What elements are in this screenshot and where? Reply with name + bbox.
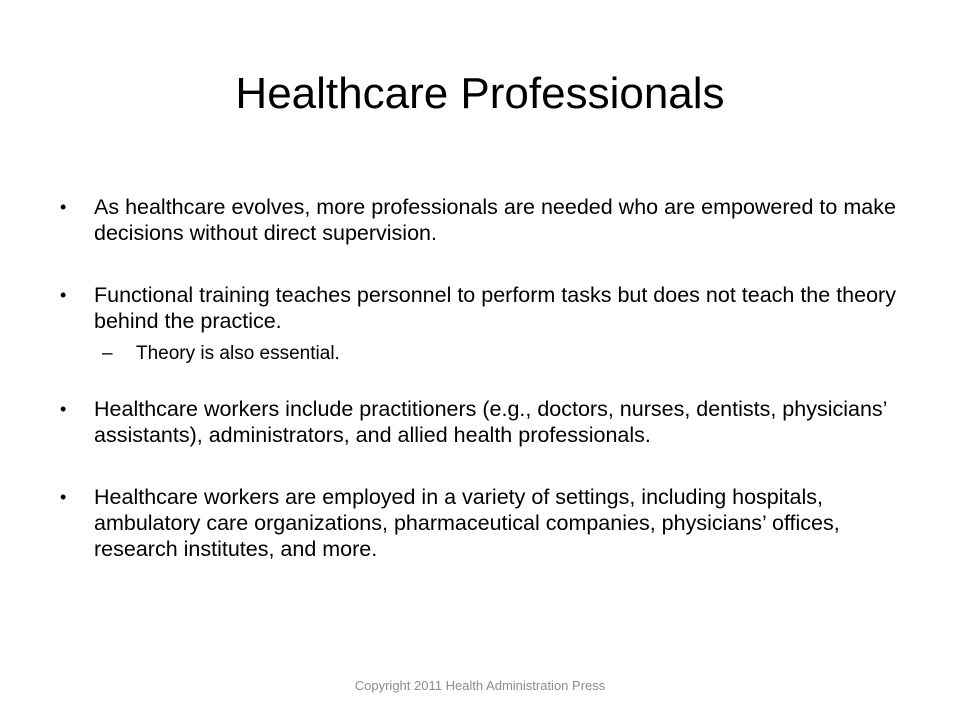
dash-icon: – [102, 343, 113, 364]
bullet-item [60, 396, 910, 448]
bullet-dot-icon: • [60, 197, 67, 217]
sub-bullet-item [94, 342, 910, 366]
copyright-footer: Copyright 2011 Health Administration Press [354, 678, 606, 693]
bullet-item [60, 484, 910, 562]
sub-bullet-list [94, 342, 910, 366]
bullet-text: Functional training teaches personnel to perform tasks but does not teach the theory behind the practice. [94, 283, 896, 333]
bullet-dot-icon: • [60, 399, 67, 419]
sub-bullet-text: Theory is also essential. [136, 343, 340, 364]
bullet-item [60, 282, 910, 366]
bullet-dot-icon: • [60, 487, 67, 507]
bullet-text: As healthcare evolves, more professionals are needed who are empowered to make decisions without direct supervision. [94, 195, 896, 245]
slide-title: Healthcare Professionals [235, 69, 725, 118]
bullet-item [60, 194, 910, 246]
bullet-text: Healthcare workers include practitioners (e.g., doctors, nurses, dentists, physicians’ assistants), administrators, and allied health professionals. [94, 397, 887, 447]
bullet-list [60, 194, 910, 598]
bullet-text: Healthcare workers are employed in a variety of settings, including hospitals, ambulatory care organizations, pharmaceutical companies, physicians’ offices, research institutes, and more. [94, 485, 840, 561]
bullet-dot-icon: • [60, 285, 67, 305]
